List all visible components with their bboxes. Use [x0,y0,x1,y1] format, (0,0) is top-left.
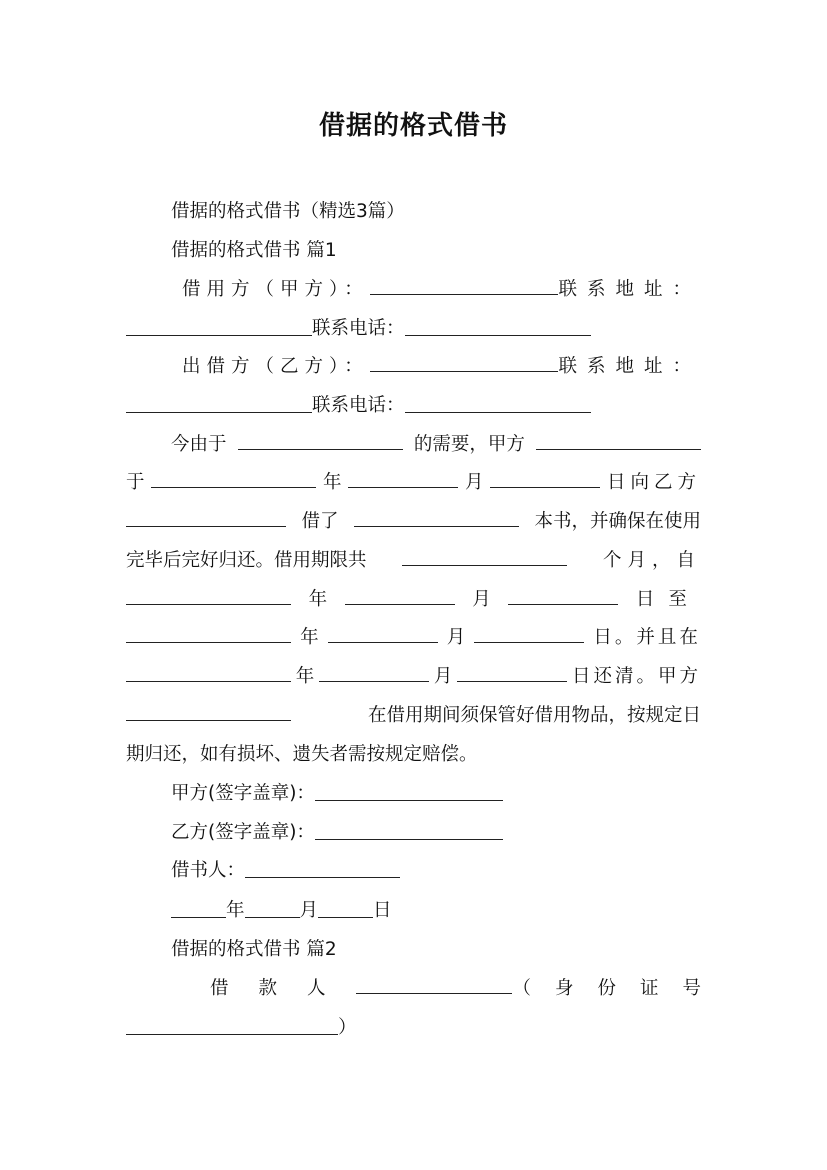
borrower-phone-blank [405,317,591,336]
phone-label-2: 联系电话： [312,395,405,416]
text-borrowed: 借了 [301,511,339,532]
text-months-from: 个月，自 [602,550,701,571]
borrower-blank [370,276,558,295]
phone-label-1: 联系电话： [312,318,405,339]
paragraph-line-2 [126,469,701,497]
borrower-line [182,276,701,304]
s2-id-label: （身份证号 [512,978,725,999]
blank-day-1 [490,469,600,488]
text-month-3: 月 [446,627,466,648]
borrower-address-blank [126,317,312,336]
writer-blank [245,859,400,878]
paragraph-line-9: 期归还，如有损坏、遗失者需按规定赔偿。 [126,744,478,765]
paragraph-line-1 [171,431,701,459]
text-month-1: 月 [464,472,484,493]
text-month-2: 月 [472,589,491,610]
blank-month-2 [345,586,455,605]
blank-month-1 [348,469,458,488]
sign-b-line [171,819,701,847]
date-day-label: 日 [373,900,392,921]
lender-address-blank [126,394,312,413]
paragraph-line-5 [126,586,701,614]
borrower-line-2 [126,315,701,343]
paragraph-line-6 [126,624,701,652]
blank-reason [238,431,403,450]
paragraph-line-3 [126,508,701,536]
lender-line [182,353,701,381]
blank-year-3 [126,624,291,643]
blank-party-a [536,431,701,450]
paragraph-line-4 [126,547,701,575]
blank-party-b [126,508,286,527]
document-title: 借据的格式借书 [318,111,508,141]
lender-phone-blank [405,394,591,413]
section1-heading: 借据的格式借书 篇1 [171,240,337,261]
blank-months [402,547,567,566]
date-day-blank [318,899,373,918]
writer-line [171,857,701,885]
blank-year-2 [126,586,291,605]
writer-label: 借书人： [171,860,246,881]
text-day-to-b: 日向乙方 [606,472,701,493]
text-day-and: 日。并且在 [593,627,701,648]
s2-id-blank [126,1016,338,1035]
sign-a-line [171,780,701,808]
sign-a-label: 甲方(签字盖章)： [171,783,315,804]
paragraph-line-8 [126,702,701,730]
s2-borrower-label: 借款人 [210,978,356,999]
date-month-label: 月 [299,900,319,921]
blank-month-4 [319,663,429,682]
lender-blank [370,353,558,372]
s2-borrower-line [210,975,725,1003]
text-year-3: 年 [300,627,319,648]
blank-month-3 [328,624,438,643]
s2-borrower-blank [356,975,513,994]
text-need: 的需要，甲方 [413,434,525,455]
text-today: 今由于 [171,434,227,455]
borrower-label: 借用方（甲方）： [182,279,369,300]
text-year-4: 年 [295,666,315,687]
sign-b-label: 乙方(签字盖章)： [171,822,315,843]
s2-id-line [126,1014,701,1042]
text-keep: 在借用期间须保管好借用物品，按规定日 [367,705,701,726]
sign-a-blank [315,782,503,801]
paragraph-line-7 [126,663,701,691]
text-year-1: 年 [322,472,342,493]
address-label-1: 联系地址： [558,279,701,300]
date-month-blank [245,899,300,918]
date-line [171,897,701,925]
date-year-label: 年 [226,900,245,921]
section2-heading: 借据的格式借书 篇2 [171,939,337,960]
text-yu: 于 [126,472,145,493]
blank-year-4 [126,663,291,682]
blank-day-3 [474,624,584,643]
text-month-4: 月 [433,666,453,687]
sign-b-blank [315,821,503,840]
s2-close-paren: ） [338,1017,357,1038]
text-day-to: 日至 [635,589,701,610]
text-return: 完毕后完好归还。借用期限共 [126,550,367,571]
blank-year-1 [151,469,316,488]
text-year-2: 年 [308,589,328,610]
blank-day-2 [508,586,618,605]
blank-book-count [354,508,519,527]
address-label-2: 联系地址： [558,356,701,377]
lender-label: 出借方（乙方）： [182,356,369,377]
date-year-blank [171,899,226,918]
text-books-promise: 本书，并确保在使用 [534,511,701,532]
intro-line: 借据的格式借书（精选3篇） [171,201,405,222]
text-repay: 日还清。甲方 [571,666,701,687]
blank-day-4 [457,663,567,682]
lender-line-2 [126,392,701,420]
blank-party-a-2 [126,702,291,721]
